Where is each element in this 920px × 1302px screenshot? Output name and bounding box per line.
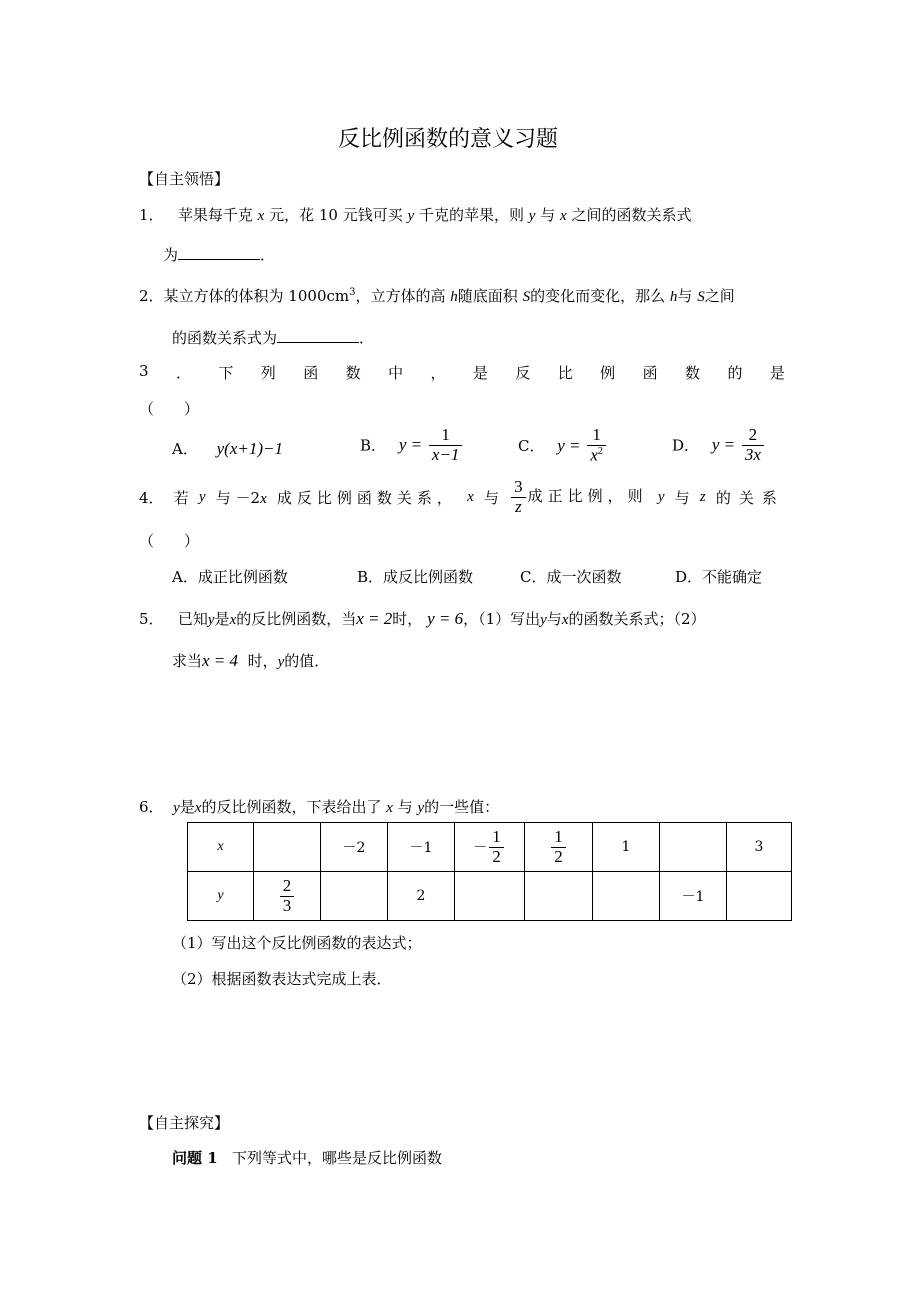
q5-var-y2: y <box>540 612 547 628</box>
q1-text-e: 之间的函数关系式 <box>571 206 692 224</box>
q2-text-a: 2．某立方体的体积为 1000cm <box>139 287 350 305</box>
table-cell: －1 <box>660 872 727 921</box>
q3-option-d-fraction <box>742 426 764 464</box>
q3-option-a <box>172 438 283 459</box>
q3-char: 的 <box>727 364 743 382</box>
question-2 <box>139 285 735 306</box>
q5-text-g: 的函数关系式；（2） <box>568 610 706 628</box>
q5-text-c: 的反比例函数，当 <box>236 610 357 628</box>
q3-option-c-lhs: y = <box>557 435 581 455</box>
q2-text-b: ，立方体的高 <box>355 287 446 305</box>
q5-line2-b: 时， <box>247 652 278 670</box>
q4-var-y2: y <box>657 488 665 505</box>
q3-answer-paren: （ ） <box>139 400 200 418</box>
q3-char: 数 <box>345 364 361 382</box>
q4-text-d: 与 <box>483 488 499 507</box>
q4-frac-and-e: $\frac{3}{z}$ 成正比例，则 <box>509 478 648 516</box>
problem-1 <box>172 1147 442 1168</box>
q1-text-c: 千克的苹果，则 <box>418 206 524 224</box>
question-5 <box>139 608 706 629</box>
table-cell <box>593 872 660 921</box>
q2-var-h: h <box>450 289 458 305</box>
q2-cube-sup: 3 <box>349 287 356 298</box>
q4-frac-den: z <box>515 496 522 516</box>
q4-number: 4． <box>139 488 164 507</box>
question-1-line-2 <box>163 244 275 265</box>
table-cell: x <box>188 823 254 872</box>
q3-option-a-expr: y(x+1)−1 <box>216 439 283 458</box>
q6-var-x2: x <box>386 800 393 816</box>
table-row-x <box>188 823 792 872</box>
q1-text-d: 与 <box>540 206 556 224</box>
question-2-line-2 <box>172 327 374 348</box>
q3-option-b <box>360 426 464 464</box>
table-cell <box>455 872 525 921</box>
q4-var-z: z <box>699 488 706 505</box>
q3-char: 是 <box>472 364 488 382</box>
q1-text-b: 元，花 10 元钱可买 <box>269 206 403 224</box>
q3-char: 例 <box>600 364 616 382</box>
q1-var-y: y <box>407 208 415 224</box>
q3-option-d-den: 3x <box>744 444 761 464</box>
q5-text-d: 时， <box>392 610 423 628</box>
q5-line2-a: 求当 <box>172 652 203 670</box>
q2-text-e: 与 <box>677 287 693 305</box>
q2-var-s: S <box>522 289 531 305</box>
section-heading-self-study: 【自主领悟】 <box>139 170 230 188</box>
q3-option-d-lhs: y = <box>711 435 736 455</box>
q4-option-d: D．不能确定 <box>675 568 763 586</box>
q3-char: 是 <box>769 364 785 382</box>
q3-char: 中 <box>388 364 404 382</box>
q1-number: 1． <box>139 206 164 224</box>
q3-option-a-label: A． <box>172 440 198 458</box>
q4-text-f: 与 <box>674 488 690 507</box>
q3-option-b-num: 1 <box>429 426 463 446</box>
q3-option-c-den: $x^2$ <box>590 445 603 465</box>
q2-text-f: 之间 <box>704 287 735 305</box>
q4-var-y: y <box>198 488 206 505</box>
q4-text-g: 的关系 <box>715 488 785 507</box>
table-cell: 2 <box>388 872 455 921</box>
q6-var-y: y <box>173 800 180 816</box>
table-row-y <box>188 872 792 921</box>
q3-char: 反 <box>515 364 531 382</box>
q6-subquestion-1: （1）写出这个反比例函数的表达式； <box>172 934 422 952</box>
q4-text-c: 成反比例函数关系， <box>276 488 457 507</box>
q3-char: 数 <box>685 364 701 382</box>
q4-var-x: x <box>467 488 474 505</box>
q3-char: ． <box>175 364 191 382</box>
q5-condition-x: x = 2 <box>356 609 393 628</box>
q4-fraction <box>511 478 526 516</box>
q3-option-c <box>518 426 608 465</box>
page-title: 反比例函数的意义习题 <box>338 127 559 152</box>
q3-option-d-label: D． <box>672 436 700 455</box>
table-cell: －2 <box>321 823 388 872</box>
table-cell <box>321 872 388 921</box>
q6-text-d: 的一些值： <box>424 798 500 816</box>
q5-number: 5． <box>139 610 164 628</box>
q6-subquestion-2: （2）根据函数表达式完成上表． <box>172 970 392 988</box>
q2-text-c: 随底面积 <box>457 287 518 305</box>
table-cell: －1 <box>388 823 455 872</box>
question-6 <box>139 796 499 817</box>
table-cell: 3 <box>727 823 792 872</box>
q6-text-c: 与 <box>397 798 413 816</box>
q5-text-e: ，（1）写出 <box>463 610 541 628</box>
section-heading-explore: 【自主探究】 <box>139 1114 230 1132</box>
q6-number: 6． <box>139 798 164 816</box>
neg-sign: － <box>473 840 488 856</box>
problem-1-label: 问题 1 <box>172 1149 218 1167</box>
q5-text-a: 已知 <box>177 610 208 628</box>
q5-text-b: 是 <box>214 610 230 628</box>
q3-option-c-fraction <box>587 426 606 465</box>
q2-line2-a: 的函数关系式为 <box>172 329 278 347</box>
q3-char: 函 <box>642 364 658 382</box>
q6-var-x: x <box>194 800 202 816</box>
q5-var-y3: y <box>277 654 285 670</box>
q2-line2-b: ． <box>359 329 375 347</box>
q3-option-b-lhs: y = <box>398 435 423 455</box>
q1-var-x: x <box>257 208 265 224</box>
q6-var-y2: y <box>417 800 425 816</box>
q5-condition-y: y = 6 <box>427 609 464 628</box>
q5-condition-x4: x = 4 <box>202 651 239 670</box>
table-cell <box>525 872 593 921</box>
q4-option-a: A．成正比例函数 <box>172 568 288 586</box>
q1-answer-blank <box>178 245 260 260</box>
q3-char: ， <box>430 364 446 382</box>
q6-text-b: 的反比例函数，下表给出了 <box>201 798 382 816</box>
q3-option-c-num: 1 <box>587 426 606 446</box>
fraction-half: $\frac{1}{2}$ <box>551 828 566 866</box>
question-5-line-2 <box>172 650 329 671</box>
q3-char: 列 <box>260 364 276 382</box>
q3-option-c-label: C． <box>518 437 545 456</box>
q4-text-a: 若 <box>173 488 189 507</box>
table-cell <box>525 823 593 872</box>
q3-char: 下 <box>218 364 234 382</box>
table-cell: y <box>188 872 254 921</box>
q3-char: 3 <box>139 362 149 380</box>
q1-line2-a: 为 <box>163 246 179 264</box>
fraction-two-thirds: $\frac{2}{3}$ <box>280 877 295 915</box>
q6-text-a: 是 <box>179 798 195 816</box>
q5-line2-c: 的值． <box>284 652 330 670</box>
q5-var-x: x <box>229 612 237 628</box>
q3-option-d <box>672 426 766 464</box>
values-table <box>187 822 792 921</box>
question-3 <box>139 362 785 383</box>
q2-text-d: 的变化而变化，那么 <box>530 287 666 305</box>
q2-var-s2: S <box>697 289 705 305</box>
q1-var-x2: x <box>560 208 567 224</box>
q1-var-y2: y <box>528 208 536 224</box>
fraction-neg-half: $\frac{1}{2}$ <box>489 828 504 866</box>
table-cell: 1 <box>593 823 660 872</box>
q3-char: 函 <box>303 364 319 382</box>
q4-option-b: B．成反比例函数 <box>357 568 474 586</box>
question-4 <box>139 474 785 520</box>
table-cell <box>254 872 321 921</box>
q3-char: 比 <box>557 364 573 382</box>
q4-text-b: 与 －2x <box>215 488 267 507</box>
problem-1-text: 下列等式中，哪些是反比例函数 <box>231 1149 442 1167</box>
q3-option-b-fraction <box>429 426 463 464</box>
q3-option-b-den: x−1 <box>431 444 460 464</box>
q1-text-a: 苹果每千克 <box>177 206 253 224</box>
table-cell <box>254 823 321 872</box>
q5-var-y: y <box>207 612 215 628</box>
q5-text-f: 与 <box>546 610 562 628</box>
table-cell <box>455 823 525 872</box>
q2-answer-blank <box>277 328 359 343</box>
q4-frac-num: 3 <box>511 478 526 498</box>
q5-var-x2: x <box>561 612 569 628</box>
q4-answer-paren: （ ） <box>139 532 200 550</box>
table-cell <box>727 872 792 921</box>
q1-line2-b: ． <box>260 246 276 264</box>
question-1 <box>139 204 691 225</box>
q2-var-h2: h <box>669 289 678 305</box>
q3-option-b-label: B． <box>360 436 387 455</box>
table-cell <box>660 823 727 872</box>
q4-option-c: C．成一次函数 <box>520 568 622 586</box>
q3-option-d-num: 2 <box>742 426 764 446</box>
